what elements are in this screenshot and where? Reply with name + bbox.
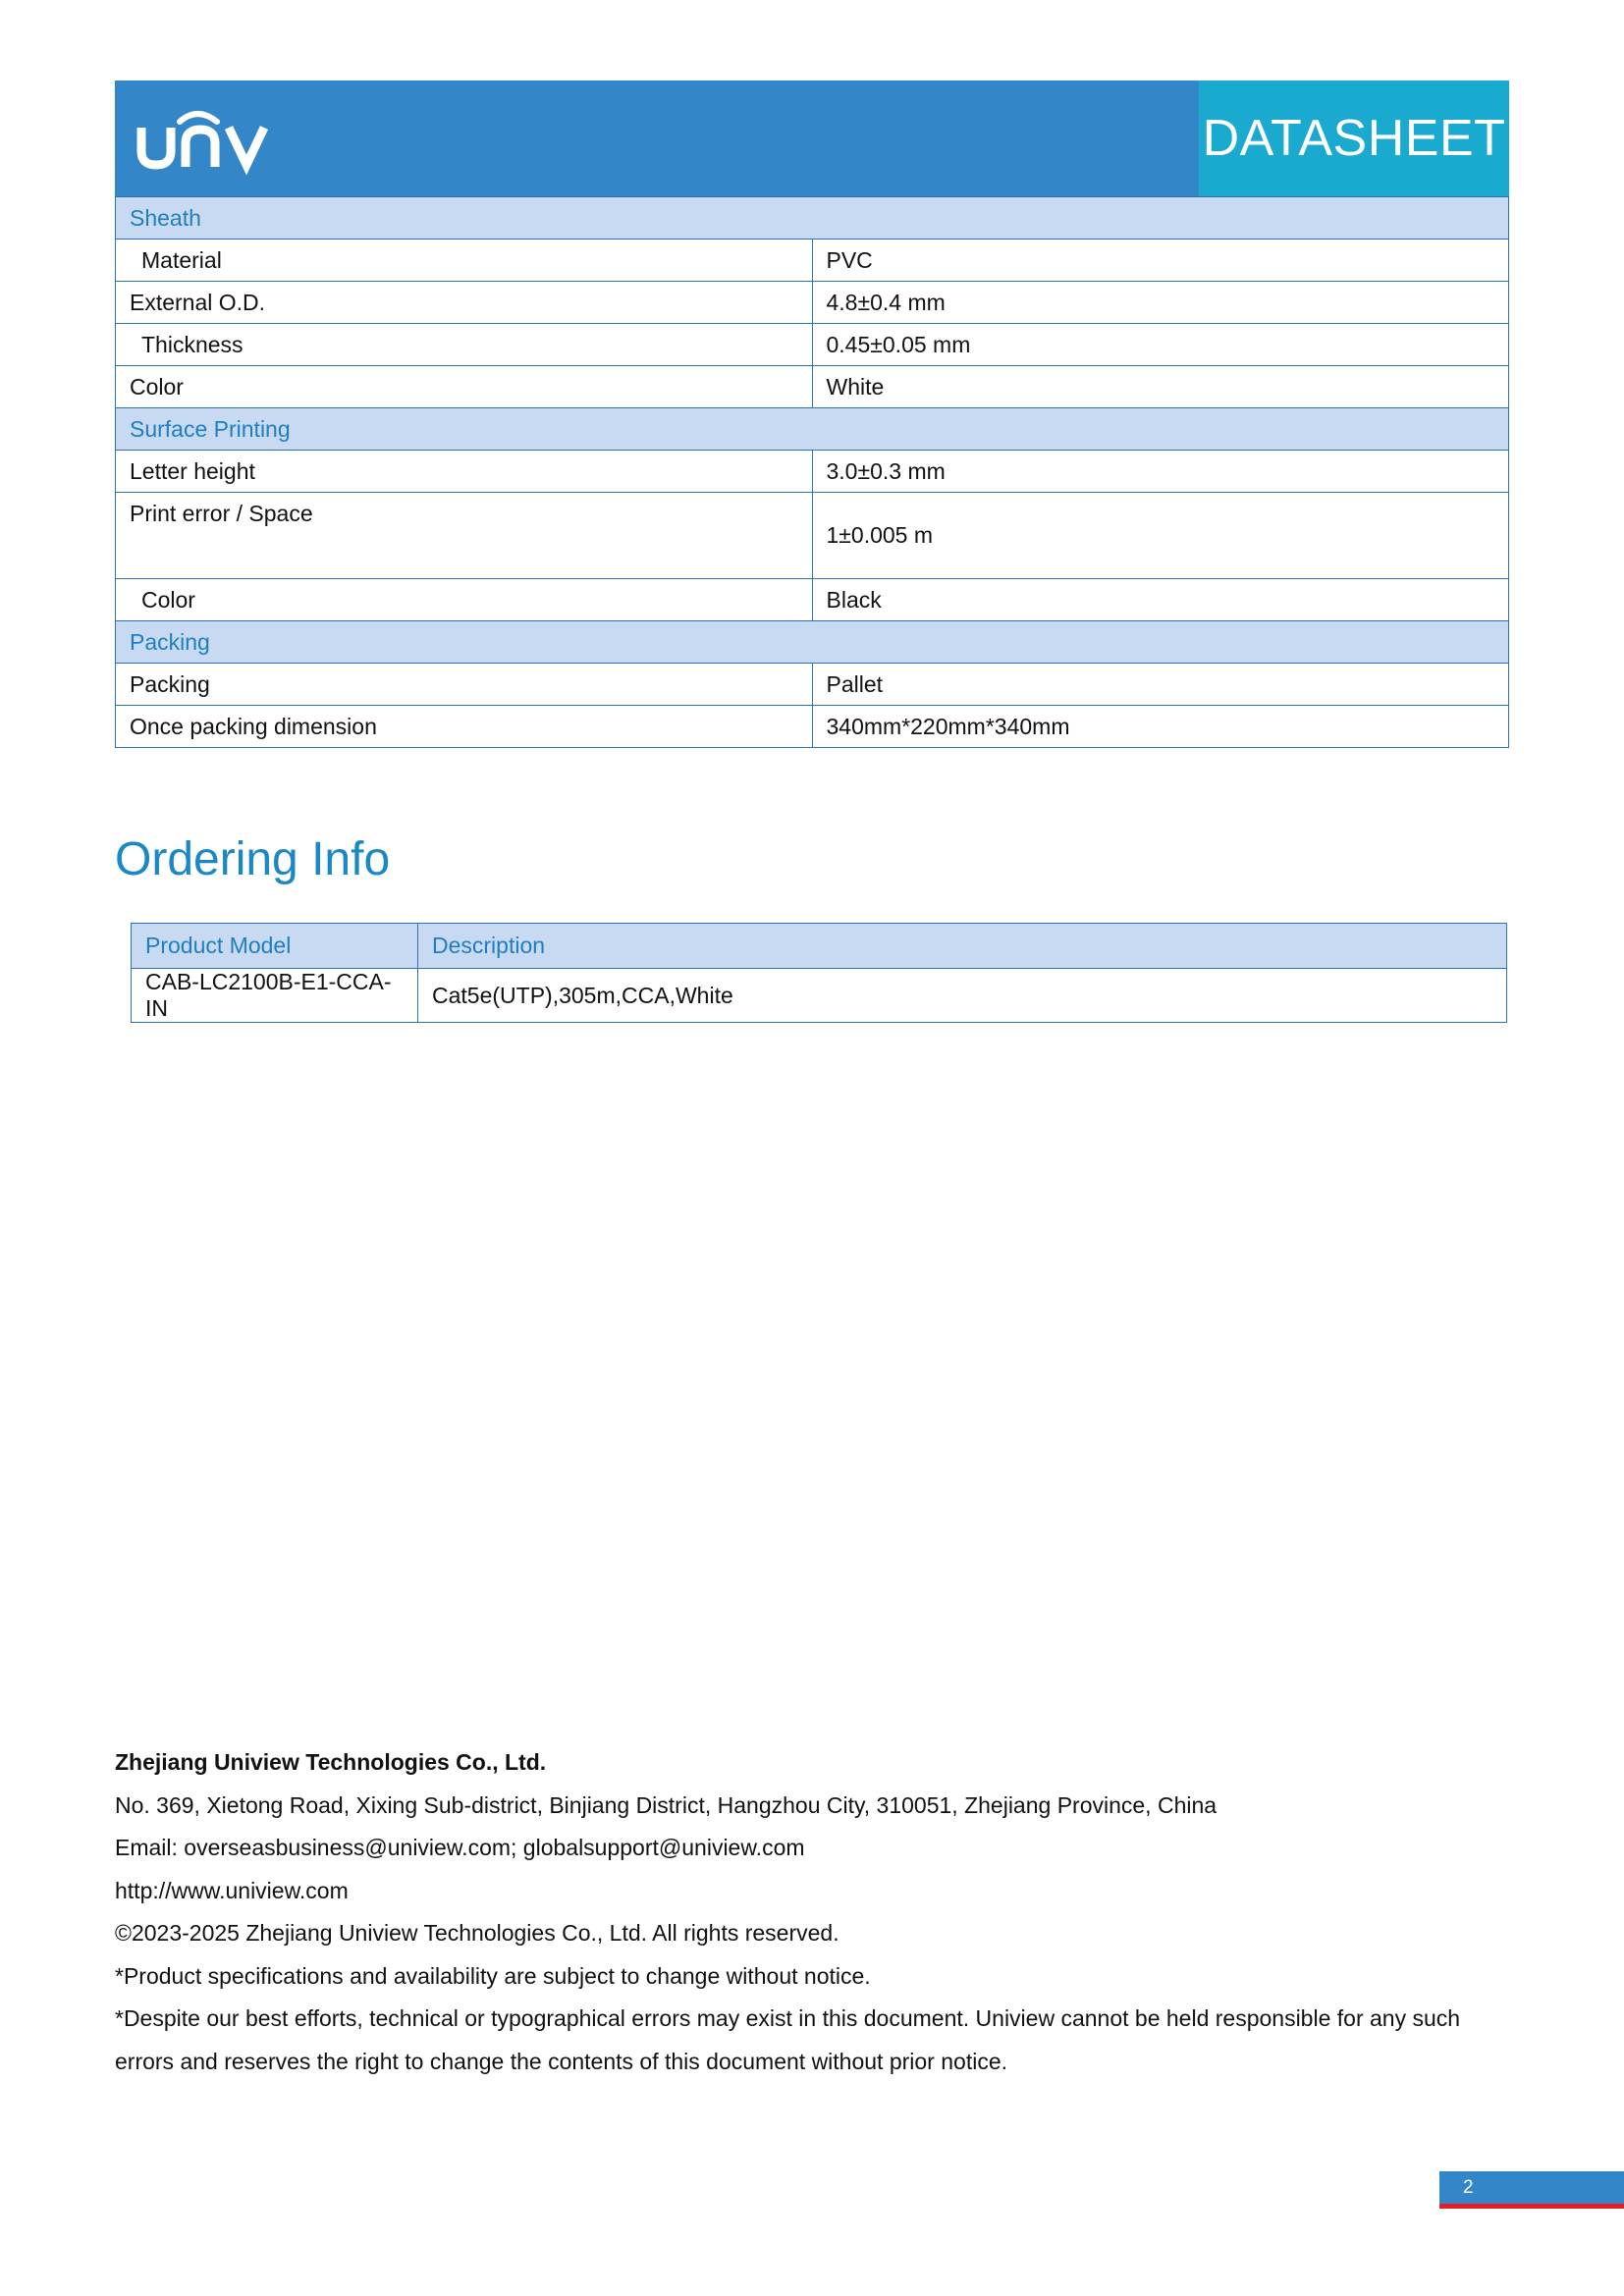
- spec-key: Color: [116, 366, 813, 408]
- spec-key: Material: [116, 240, 813, 282]
- contact-email: Email: overseasbusiness@uniview.com; globalsupport@uniview.com: [115, 1835, 805, 1860]
- column-header-model: Product Model: [132, 924, 418, 969]
- page-header: [115, 80, 1509, 196]
- spec-key: Color: [116, 579, 813, 621]
- spec-key: Print error / Space: [116, 493, 813, 579]
- footer: [115, 1741, 1509, 2083]
- spec-key: Packing: [116, 664, 813, 706]
- spec-value: PVC: [812, 240, 1509, 282]
- section-row: [116, 621, 1509, 664]
- spec-key: External O.D.: [116, 282, 813, 324]
- notice-disclaimer: *Despite our best efforts, technical or typographical errors may exist in this document. Uniview cannot be held responsible for any such errors and reserves the right to change the contents of this document without prior notice.: [115, 2005, 1461, 2074]
- spec-key: Letter height: [116, 451, 813, 493]
- spec-value: 1±0.005 m: [812, 493, 1509, 579]
- company-address: No. 369, Xietong Road, Xixing Sub-district, Binjiang District, Hangzhou City, 310051, Zhejiang Province, China: [115, 1791, 1218, 1818]
- section-row: [116, 197, 1509, 240]
- unv-logo: [136, 100, 284, 179]
- spec-value: White: [812, 366, 1509, 408]
- copyright: ©2023-2025 Zhejiang Uniview Technologies Co., Ltd. All rights reserved.: [115, 1920, 839, 1946]
- table-row: [116, 664, 1509, 706]
- description-cell: Cat5e(UTP),305m,CCA,White: [418, 969, 1507, 1023]
- section-title-surface-printing: Surface Printing: [116, 408, 1509, 451]
- column-header-description: Description: [418, 924, 1507, 969]
- table-row: [116, 706, 1509, 748]
- spec-value: 4.8±0.4 mm: [812, 282, 1509, 324]
- spec-value: 0.45±0.05 mm: [812, 324, 1509, 366]
- table-row: [116, 240, 1509, 282]
- ordering-table: [131, 923, 1507, 1023]
- ordering-info-title: Ordering Info: [115, 833, 391, 885]
- website-link: http://www.uniview.com: [115, 1877, 349, 1903]
- product-model-cell: CAB-LC2100B-E1-CCA-IN: [132, 969, 418, 1023]
- table-row: [116, 493, 1509, 579]
- spec-value: 340mm*220mm*340mm: [812, 706, 1509, 748]
- spec-key: Thickness: [116, 324, 813, 366]
- table-row: [116, 366, 1509, 408]
- section-title-packing: Packing: [116, 621, 1509, 664]
- table-row: [116, 282, 1509, 324]
- spec-table: [115, 196, 1509, 748]
- spec-value: Pallet: [812, 664, 1509, 706]
- company-name: Zhejiang Uniview Technologies Co., Ltd.: [115, 1749, 547, 1775]
- datasheet-badge: DATASHEET: [1199, 80, 1509, 196]
- section-title-sheath: Sheath: [116, 197, 1509, 240]
- spec-key: Once packing dimension: [116, 706, 813, 748]
- table-row: [132, 969, 1507, 1023]
- spec-value: Black: [812, 579, 1509, 621]
- table-row: [116, 324, 1509, 366]
- page-number: 2: [1439, 2171, 1624, 2209]
- table-row: [116, 579, 1509, 621]
- table-header-row: [132, 924, 1507, 969]
- spec-value: 3.0±0.3 mm: [812, 451, 1509, 493]
- notice-spec-change: *Product specifications and availability are subject to change without notice.: [115, 1962, 871, 1989]
- table-row: [116, 451, 1509, 493]
- section-row: [116, 408, 1509, 451]
